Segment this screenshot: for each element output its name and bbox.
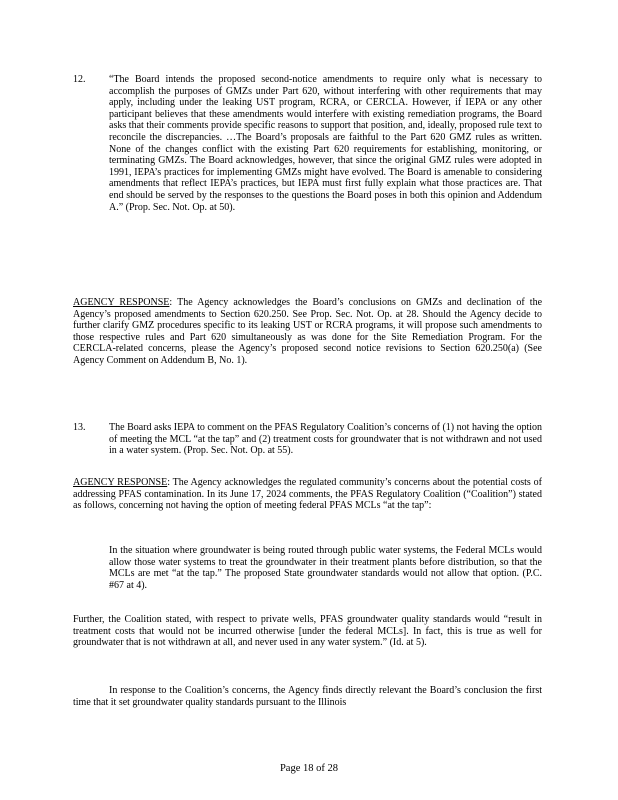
agency-response-12 xyxy=(73,297,542,367)
further-paragraph: Further, the Coalition stated, with respect to private wells, PFAS groundwater quality standards would “result in treatment costs that would not be incurred otherwise [under the federal MCLs]. In fact, this is true as well for groundwater that is not withdrawn at all, and never used in any water system.” (Id. at 5). xyxy=(73,614,542,649)
item-number-12: 12. xyxy=(73,74,86,85)
response-label: AGENCY RESPONSE xyxy=(73,477,168,488)
response-label: AGENCY RESPONSE xyxy=(73,297,170,308)
page-number-footer: Page 18 of 28 xyxy=(279,763,339,774)
item-12-quote: “The Board intends the proposed second-notice amendments to require only what is necessary to accomplish the purposes of GMZs under Part 620, without interfering with other requirements that may apply, including under the leaking UST program, RCRA, or CERCLA. However, if IEPA or any other participant believes that these amendments would interfere with existing remediation programs, the Board asks that their comments provide specific reasons to support that position, and, ideally, proposed rule text to reconcile the discrepancies. …The Board’s proposals are faithful to the Part 620 GMZ rules as written. None of the changes conflict with the existing Part 620 requirements for establishing, monitoring, or terminating GMZs. The Board acknowledges, however, that since the original GMZ rules were adopted in 1991, IEPA’s practices for implementing GMZs might have evolved. The Board is amenable to considering amendments that reflect IEPA’s practices, but IEPA must first fully explain what those practices are. That end should be served by the responses to the questions the Board poses in both this opinion and Addendum A.” (Prop. Sec. Not. Op. at 50). xyxy=(109,74,542,213)
response-13-text: : The Agency acknowledges the regulated community’s concerns about the potential costs of addressing PFAS contamination. In its June 17, 2024 comments, the PFAS Regulatory Coalition (“Coalition”) stated as follows, concerning not having the option of meeting federal PFAS MCLs “at the tap”: xyxy=(73,477,542,512)
item-13-question: The Board asks IEPA to comment on the PFAS Regulatory Coalition’s concerns of (1) not having the option of meeting the MCL “at the tap” and (2) treatment costs for groundwater that is not withdrawn and not used in a water system. (Prop. Sec. Not. Op. at 55). xyxy=(109,422,542,457)
response-12-text: : The Agency acknowledges the Board’s conclusions on GMZs and declination of the Agency’s proposed amendments to Section 620.250. See Prop. Sec. Not. Op. at 28. Should the Agency decide to further clarify GMZ procedures specific to its leaking UST or RCRA programs, it will propose such amendments to those respective rules and Part 620 simultaneously as was done for the Site Remediation Program. For the CERCLA-related concerns, please the Agency’s proposed second notice revisions to Section 620.250(a) (See Agency Comment on Addendum B, No. 1). xyxy=(73,297,543,366)
item-number-13: 13. xyxy=(73,422,86,433)
closing-paragraph: In response to the Coalition’s concerns, the Agency finds directly relevant the Board’s conclusion the first time that it set groundwater quality standards pursuant to the Illinois xyxy=(73,685,542,708)
block-quote: In the situation where groundwater is being routed through public water systems, the Federal MCLs would allow those water systems to treat the groundwater in their treatment plants before distribution, so that the MCLs are met “at the tap.” The proposed State groundwater standards would not allow that option. (P.C. #67 at 4). xyxy=(109,545,542,591)
agency-response-13 xyxy=(73,477,542,512)
